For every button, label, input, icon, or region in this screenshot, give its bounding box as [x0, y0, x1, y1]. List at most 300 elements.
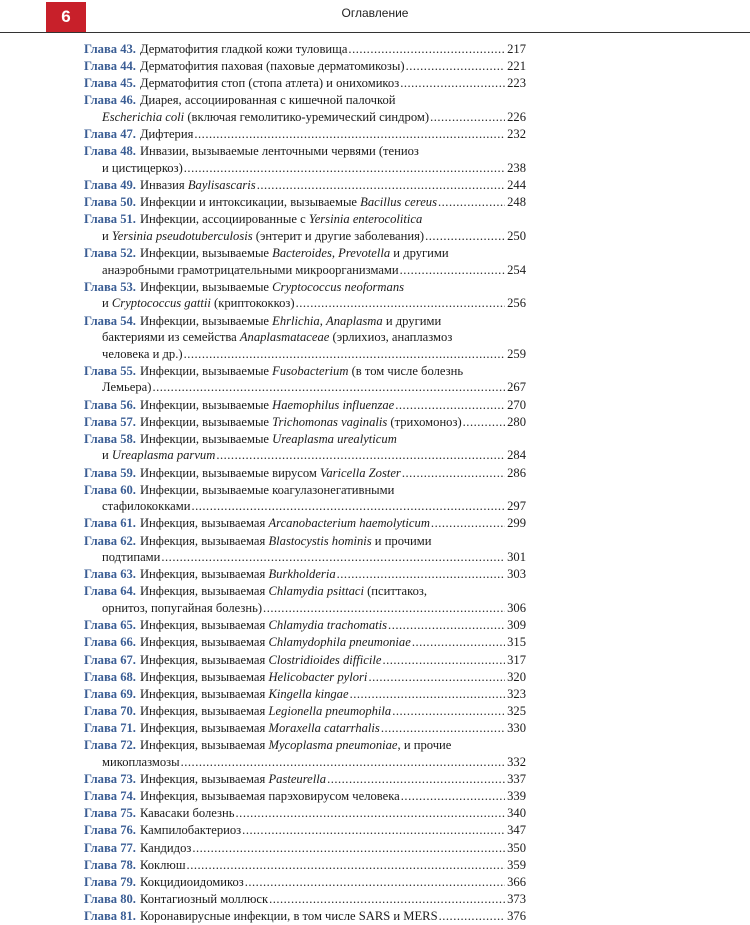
toc-entry-first-line: [84, 720, 526, 737]
toc-entry-continuation-line: [84, 346, 526, 363]
chapter-title: [140, 686, 349, 703]
chapter-label: Глава 48.: [84, 144, 136, 159]
page-ref: 303: [507, 567, 526, 582]
dot-leader: [327, 771, 505, 788]
chapter-title: [140, 482, 394, 499]
toc-entry[interactable]: [84, 363, 526, 396]
chapter-label: Глава 74.: [84, 789, 136, 804]
chapter-label: Глава 66.: [84, 635, 136, 650]
chapter-title-italic: Arcanobacterium haemolyticum: [268, 516, 430, 531]
chapter-title-segment: Инфекции, вызываемые: [139, 397, 273, 412]
chapter-title-italic: Chlamydophila pneumoniae: [268, 635, 411, 650]
chapter-title-italic: Escherichia coli: [102, 110, 185, 125]
toc-entry-first-line: [84, 126, 526, 143]
dot-leader: [184, 346, 506, 363]
toc-entry-first-line: [84, 805, 526, 822]
page-ref: 280: [507, 414, 526, 429]
chapter-title-segment: (энтерит и другие заболевания): [252, 228, 425, 243]
chapter-title-italic: Haemophilus influenzae: [272, 397, 395, 412]
chapter-label: Глава 67.: [84, 652, 136, 667]
dot-leader: [152, 379, 505, 396]
chapter-title: [140, 566, 336, 583]
page-ref: 325: [507, 703, 526, 718]
chapter-title-italic: Anaplasmataceae: [239, 330, 330, 345]
chapter-label: Глава 50.: [84, 195, 136, 210]
chapter-title-italic: Chlamydia trachomatis: [268, 618, 388, 633]
chapter-label: Глава 60.: [84, 482, 136, 497]
toc-entry[interactable]: [84, 143, 526, 176]
dot-leader: [368, 669, 505, 686]
chapter-title-segment: Коклюш: [139, 857, 186, 872]
chapter-title: [102, 549, 160, 566]
page-ref: 250: [507, 228, 526, 243]
table-of-contents: [84, 41, 526, 925]
chapter-title-segment: и цистицеркоз): [102, 160, 183, 175]
toc-entry[interactable]: [84, 431, 526, 464]
chapter-title: [140, 652, 382, 669]
toc-entry-first-line: [84, 583, 526, 600]
chapter-title-segment: орнитоз, попугайная болезнь): [102, 601, 263, 616]
page-ref: 359: [507, 857, 526, 872]
chapter-title-segment: Инвазия: [139, 178, 188, 193]
chapter-label: Глава 77.: [84, 840, 136, 855]
chapter-title-segment: Инфекции и интоксикации, вызываемые: [139, 195, 361, 210]
page-ref: 284: [507, 448, 526, 463]
chapter-title-segment: человека и др.): [102, 346, 183, 361]
chapter-title-segment: ,: [319, 313, 327, 328]
chapter-title: [140, 720, 380, 737]
chapter-title-segment: Инфекция, вызываемая: [139, 771, 269, 786]
chapter-title: [140, 397, 394, 414]
toc-entry[interactable]: [84, 533, 526, 566]
page-ref: 337: [507, 771, 526, 786]
page-ref: 309: [507, 618, 526, 633]
chapter-title-segment: Инфекция, вызываемая: [139, 738, 269, 753]
chapter-title-segment: Инфекция, вызываемая: [139, 652, 269, 667]
toc-entry[interactable]: [84, 788, 526, 805]
dot-leader: [191, 498, 505, 515]
toc-entry-continuation-line: [84, 228, 526, 245]
chapter-title: [140, 194, 437, 211]
page-ref: 217: [507, 42, 526, 56]
chapter-title-segment: Инфекции, вызываемые: [139, 313, 273, 328]
toc-entry-continuation-line: [84, 754, 526, 771]
page-ref: 232: [507, 127, 526, 142]
toc-entry[interactable]: [84, 583, 526, 616]
toc-entry-first-line: [84, 891, 526, 908]
dot-leader: [400, 262, 505, 279]
chapter-title: [140, 126, 193, 143]
chapter-title: [140, 414, 462, 431]
chapter-label: Глава 51.: [84, 212, 136, 227]
dot-leader: [401, 788, 505, 805]
dot-leader: [181, 754, 506, 771]
chapter-title-segment: Инфекция, вызываемая парэховирусом человека: [139, 789, 400, 804]
toc-entry-first-line: [84, 908, 526, 925]
chapter-title: [102, 447, 215, 464]
toc-entry-first-line: [84, 857, 526, 874]
toc-entry[interactable]: [84, 279, 526, 312]
chapter-label: Глава 55.: [84, 363, 136, 378]
chapter-title: [140, 617, 387, 634]
chapter-title: [140, 143, 419, 160]
chapter-title: [140, 92, 396, 109]
chapter-title: [140, 58, 405, 75]
dot-leader: [406, 58, 506, 75]
chapter-title-italic: Trichomonas vaginalis: [272, 414, 388, 429]
page-ref: 315: [507, 635, 526, 650]
chapter-title-segment: (пситтакоз,: [363, 584, 428, 599]
chapter-title-italic: Pasteurella: [268, 771, 327, 786]
toc-entry[interactable]: [84, 126, 526, 143]
chapter-title: [140, 279, 404, 296]
chapter-title-segment: и: [102, 448, 112, 463]
chapter-title: [140, 177, 256, 194]
chapter-title: [140, 515, 430, 532]
chapter-label: Глава 52.: [84, 246, 136, 261]
chapter-title-segment: (в том числе болезнь: [348, 363, 464, 378]
toc-entry-continuation-line: [84, 295, 526, 312]
chapter-title-segment: анаэробными грамотрицательными микроорганизмами: [102, 262, 399, 277]
toc-entry[interactable]: [84, 566, 526, 583]
toc-entry[interactable]: [84, 703, 526, 720]
toc-entry[interactable]: [84, 652, 526, 669]
chapter-label: Глава 76.: [84, 823, 136, 838]
toc-entry-first-line: [84, 58, 526, 75]
toc-entry-first-line: [84, 669, 526, 686]
chapter-title-segment: (эрлихиоз, анаплазмоз: [329, 330, 453, 345]
chapter-title-italic: Chlamydia psittaci: [268, 584, 364, 599]
toc-entry-first-line: [84, 431, 526, 448]
chapter-title: [140, 908, 438, 925]
chapter-title: [140, 703, 391, 720]
dot-leader: [161, 549, 505, 566]
dot-leader: [184, 160, 505, 177]
chapter-title-segment: Инфекции, вызываемые: [139, 363, 273, 378]
chapter-title: [140, 822, 241, 839]
toc-entry-first-line: [84, 279, 526, 296]
chapter-title-segment: Инфекция, вызываемая: [139, 721, 269, 736]
page-ref: 347: [507, 823, 526, 838]
dot-leader: [388, 617, 505, 634]
chapter-title-segment: и другими: [382, 313, 442, 328]
page-ref: 223: [507, 76, 526, 91]
chapter-title: [140, 771, 326, 788]
chapter-title-segment: Контагиозный моллюск: [139, 891, 269, 906]
chapter-title-italic: Yersinia enterocolitica: [308, 212, 423, 227]
toc-entry-first-line: [84, 652, 526, 669]
page-ref: 259: [507, 346, 526, 361]
chapter-title-italic: Bacillus cereus: [360, 195, 437, 210]
chapter-title-segment: Инфекция, вызываемая: [139, 686, 269, 701]
chapter-title-segment: и: [102, 296, 112, 311]
toc-entry[interactable]: [84, 669, 526, 686]
chapter-label: Глава 56.: [84, 397, 136, 412]
toc-entry-first-line: [84, 840, 526, 857]
chapter-title-segment: Кампилобактериоз: [139, 823, 242, 838]
chapter-title: [102, 295, 295, 312]
toc-entry[interactable]: [84, 245, 526, 278]
dot-leader: [463, 414, 505, 431]
toc-entry[interactable]: [84, 515, 526, 532]
chapter-label: Глава 43.: [84, 42, 136, 56]
toc-entry-first-line: [84, 686, 526, 703]
toc-entry[interactable]: [84, 177, 526, 194]
chapter-title-italic: Ureaplasma urealyticum: [272, 431, 397, 446]
toc-entry[interactable]: [84, 840, 526, 857]
page-ref: 238: [507, 160, 526, 175]
chapter-label: Глава 69.: [84, 686, 136, 701]
chapter-label: Глава 79.: [84, 874, 136, 889]
page-ref: 301: [507, 550, 526, 565]
chapter-label: Глава 54.: [84, 313, 136, 328]
chapter-label: Глава 81.: [84, 909, 136, 924]
toc-entry-first-line: [84, 194, 526, 211]
dot-leader: [269, 891, 505, 908]
toc-entry[interactable]: [84, 822, 526, 839]
chapter-title-segment: (включая гемолитико-уремический синдром): [184, 110, 430, 125]
toc-entry[interactable]: [84, 686, 526, 703]
chapter-title-segment: Инфекции, ассоциированные с: [139, 212, 309, 227]
chapter-title-segment: Инфекция, вызываемая: [139, 533, 269, 548]
chapter-label: Глава 63.: [84, 567, 136, 582]
page-ref: 350: [507, 840, 526, 855]
toc-entry-first-line: [84, 482, 526, 499]
toc-entry[interactable]: [84, 634, 526, 651]
toc-entry[interactable]: [84, 41, 526, 58]
toc-entry-first-line: [84, 533, 526, 550]
dot-leader: [439, 908, 506, 925]
chapter-label: Глава 64.: [84, 584, 136, 599]
chapter-label: Глава 65.: [84, 618, 136, 633]
chapter-title: [102, 329, 452, 346]
toc-entry[interactable]: [84, 908, 526, 925]
dot-leader: [402, 465, 505, 482]
chapter-title-italic: Burkholderia: [268, 567, 336, 582]
toc-entry[interactable]: [84, 771, 526, 788]
toc-entry[interactable]: [84, 313, 526, 363]
toc-entry-first-line: [84, 211, 526, 228]
toc-entry-first-line: [84, 397, 526, 414]
chapter-label: Глава 46.: [84, 93, 136, 108]
chapter-label: Глава 80.: [84, 891, 136, 906]
chapter-label: Глава 75.: [84, 806, 136, 821]
chapter-title-italic: Cryptococcus gattii: [111, 296, 211, 311]
chapter-title: [140, 737, 451, 754]
chapter-title-segment: Кокцидиоидомикоз: [139, 874, 244, 889]
chapter-title-italic: Ehrlichia: [272, 313, 320, 328]
toc-entry[interactable]: [84, 414, 526, 431]
dot-leader: [236, 805, 506, 822]
chapter-title-italic: Bacteroides, Prevotella: [272, 246, 391, 261]
dot-leader: [263, 600, 505, 617]
chapter-title: [140, 857, 186, 874]
chapter-title: [140, 874, 244, 891]
dot-leader: [425, 228, 505, 245]
chapter-title: [140, 805, 235, 822]
chapter-label: Глава 62.: [84, 533, 136, 548]
chapter-title: [140, 634, 411, 651]
chapter-title-segment: Коронавирусные инфекции, в том числе SARS и MERS: [139, 909, 438, 924]
chapter-title-segment: Инфекции, вызываемые вирусом: [139, 465, 321, 480]
toc-entry-continuation-line: [84, 109, 526, 126]
dot-leader: [412, 634, 505, 651]
chapter-label: Глава 70.: [84, 703, 136, 718]
chapter-title: [140, 583, 427, 600]
chapter-title: [140, 465, 401, 482]
chapter-title: [140, 431, 397, 448]
chapter-title-segment: Инвазии, вызываемые ленточными червями (тениоз: [139, 144, 419, 159]
chapter-title: [140, 669, 367, 686]
toc-entry[interactable]: [84, 805, 526, 822]
chapter-label: Глава 57.: [84, 414, 136, 429]
chapter-title-segment: Инфекции, вызываемые коагулазонегативными: [139, 482, 395, 497]
toc-entry[interactable]: [84, 857, 526, 874]
chapter-label: Глава 44.: [84, 59, 136, 74]
toc-entry-continuation-line: [84, 447, 526, 464]
chapter-title-segment: Кавасаки болезнь: [139, 806, 235, 821]
dot-leader: [400, 75, 505, 92]
toc-entry[interactable]: [84, 482, 526, 515]
page-ref: 256: [507, 296, 526, 311]
chapter-title-italic: Mycoplasma pneumoniae: [268, 738, 398, 753]
toc-entry-first-line: [84, 771, 526, 788]
toc-entry-continuation-line: [84, 379, 526, 396]
chapter-label: Глава 72.: [84, 738, 136, 753]
toc-entry-first-line: [84, 634, 526, 651]
dot-leader: [395, 397, 505, 414]
dot-leader: [381, 720, 505, 737]
toc-entry-first-line: [84, 363, 526, 380]
chapter-title: [140, 363, 463, 380]
toc-entry[interactable]: [84, 874, 526, 891]
chapter-title-segment: Дерматофития стоп (стопа атлета) и онихомикоз: [139, 76, 400, 91]
toc-entry-first-line: [84, 703, 526, 720]
section-title: Оглавление: [341, 6, 409, 20]
chapter-label: Глава 73.: [84, 771, 136, 786]
chapter-title: [140, 533, 432, 550]
dot-leader: [431, 515, 505, 532]
chapter-title-segment: подтипами: [102, 550, 161, 565]
chapter-title: [102, 754, 180, 771]
toc-entry-first-line: [84, 143, 526, 160]
page-ref: 373: [507, 891, 526, 906]
page-ref: 297: [507, 499, 526, 514]
chapter-label: Глава 45.: [84, 76, 136, 91]
chapter-label: Глава 61.: [84, 516, 136, 531]
dot-leader: [392, 703, 505, 720]
dot-leader: [430, 109, 505, 126]
toc-entry-first-line: [84, 313, 526, 330]
page-ref: 340: [507, 806, 526, 821]
chapter-title-italic: Baylisascaris: [187, 178, 256, 193]
chapter-title-segment: и прочими: [371, 533, 432, 548]
chapter-title-italic: Cryptococcus neoformans: [272, 279, 405, 294]
page-ref: 320: [507, 669, 526, 684]
chapter-title: [140, 313, 441, 330]
chapter-title-segment: Инфекция, вызываемая: [139, 618, 269, 633]
chapter-title-segment: , и прочие: [397, 738, 452, 753]
toc-entry-first-line: [84, 874, 526, 891]
header-divider: [0, 32, 750, 33]
chapter-title: [102, 379, 151, 396]
toc-entry-continuation-line: [84, 160, 526, 177]
chapter-title-segment: Инфекции, вызываемые: [139, 431, 273, 446]
chapter-title-italic: Clostridioides difficile: [268, 652, 382, 667]
toc-entry[interactable]: [84, 891, 526, 908]
toc-entry[interactable]: [84, 465, 526, 482]
toc-entry-first-line: [84, 617, 526, 634]
page-ref: 306: [507, 601, 526, 616]
toc-entry-first-line: [84, 788, 526, 805]
page-ref: 221: [507, 59, 526, 74]
toc-entry[interactable]: [84, 92, 526, 125]
page-ref: 332: [507, 754, 526, 769]
page-ref: 267: [507, 380, 526, 395]
toc-entry-first-line: [84, 566, 526, 583]
chapter-title-italic: Kingella kingae: [268, 686, 349, 701]
toc-entry[interactable]: [84, 720, 526, 737]
page-ref: 226: [507, 110, 526, 125]
toc-entry-continuation-line: [84, 262, 526, 279]
page-ref: 244: [507, 178, 526, 193]
toc-entry-first-line: [84, 414, 526, 431]
page-ref: 339: [507, 789, 526, 804]
toc-entry[interactable]: [84, 397, 526, 414]
page-ref: 376: [507, 909, 526, 924]
toc-entry[interactable]: [84, 211, 526, 244]
toc-entry-continuation-line: [84, 329, 526, 346]
chapter-title-segment: Дерматофития паховая (паховые дерматомикозы): [139, 59, 405, 74]
chapter-title-segment: Диарея, ассоциированная с кишечной палочкой: [139, 93, 396, 108]
chapter-title-segment: Инфекция, вызываемая: [139, 516, 269, 531]
dot-leader: [245, 874, 505, 891]
toc-entry[interactable]: [84, 617, 526, 634]
toc-entry[interactable]: [84, 58, 526, 75]
chapter-title-italic: Fusobacterium: [272, 363, 349, 378]
chapter-title-segment: Инфекция, вызываемая: [139, 703, 269, 718]
toc-entry[interactable]: [84, 737, 526, 770]
toc-entry-first-line: [84, 41, 526, 58]
page-ref: 299: [507, 516, 526, 531]
dot-leader: [216, 447, 505, 464]
toc-entry-first-line: [84, 515, 526, 532]
dot-leader: [194, 126, 505, 143]
chapter-label: Глава 53.: [84, 279, 136, 294]
chapter-title-segment: стафилококками: [102, 499, 191, 514]
chapter-title: [102, 498, 190, 515]
chapter-title-italic: Ureaplasma parvum: [111, 448, 216, 463]
dot-leader: [337, 566, 505, 583]
toc-entry[interactable]: [84, 75, 526, 92]
toc-entry[interactable]: [84, 194, 526, 211]
dot-leader: [438, 194, 505, 211]
dot-leader: [382, 652, 505, 669]
chapter-title-italic: Helicobacter pylori: [268, 669, 368, 684]
chapter-label: Глава 58.: [84, 431, 136, 446]
page-ref: 286: [507, 465, 526, 480]
chapter-title-segment: Дифтерия: [139, 127, 194, 142]
chapter-title: [140, 75, 399, 92]
chapter-title: [102, 600, 262, 617]
chapter-title-segment: и: [102, 228, 112, 243]
toc-entry-first-line: [84, 465, 526, 482]
toc-entry-first-line: [84, 92, 526, 109]
chapter-title: [140, 840, 191, 857]
chapter-label: Глава 59.: [84, 465, 136, 480]
chapter-label: Глава 71.: [84, 721, 136, 736]
chapter-title: [140, 41, 347, 58]
